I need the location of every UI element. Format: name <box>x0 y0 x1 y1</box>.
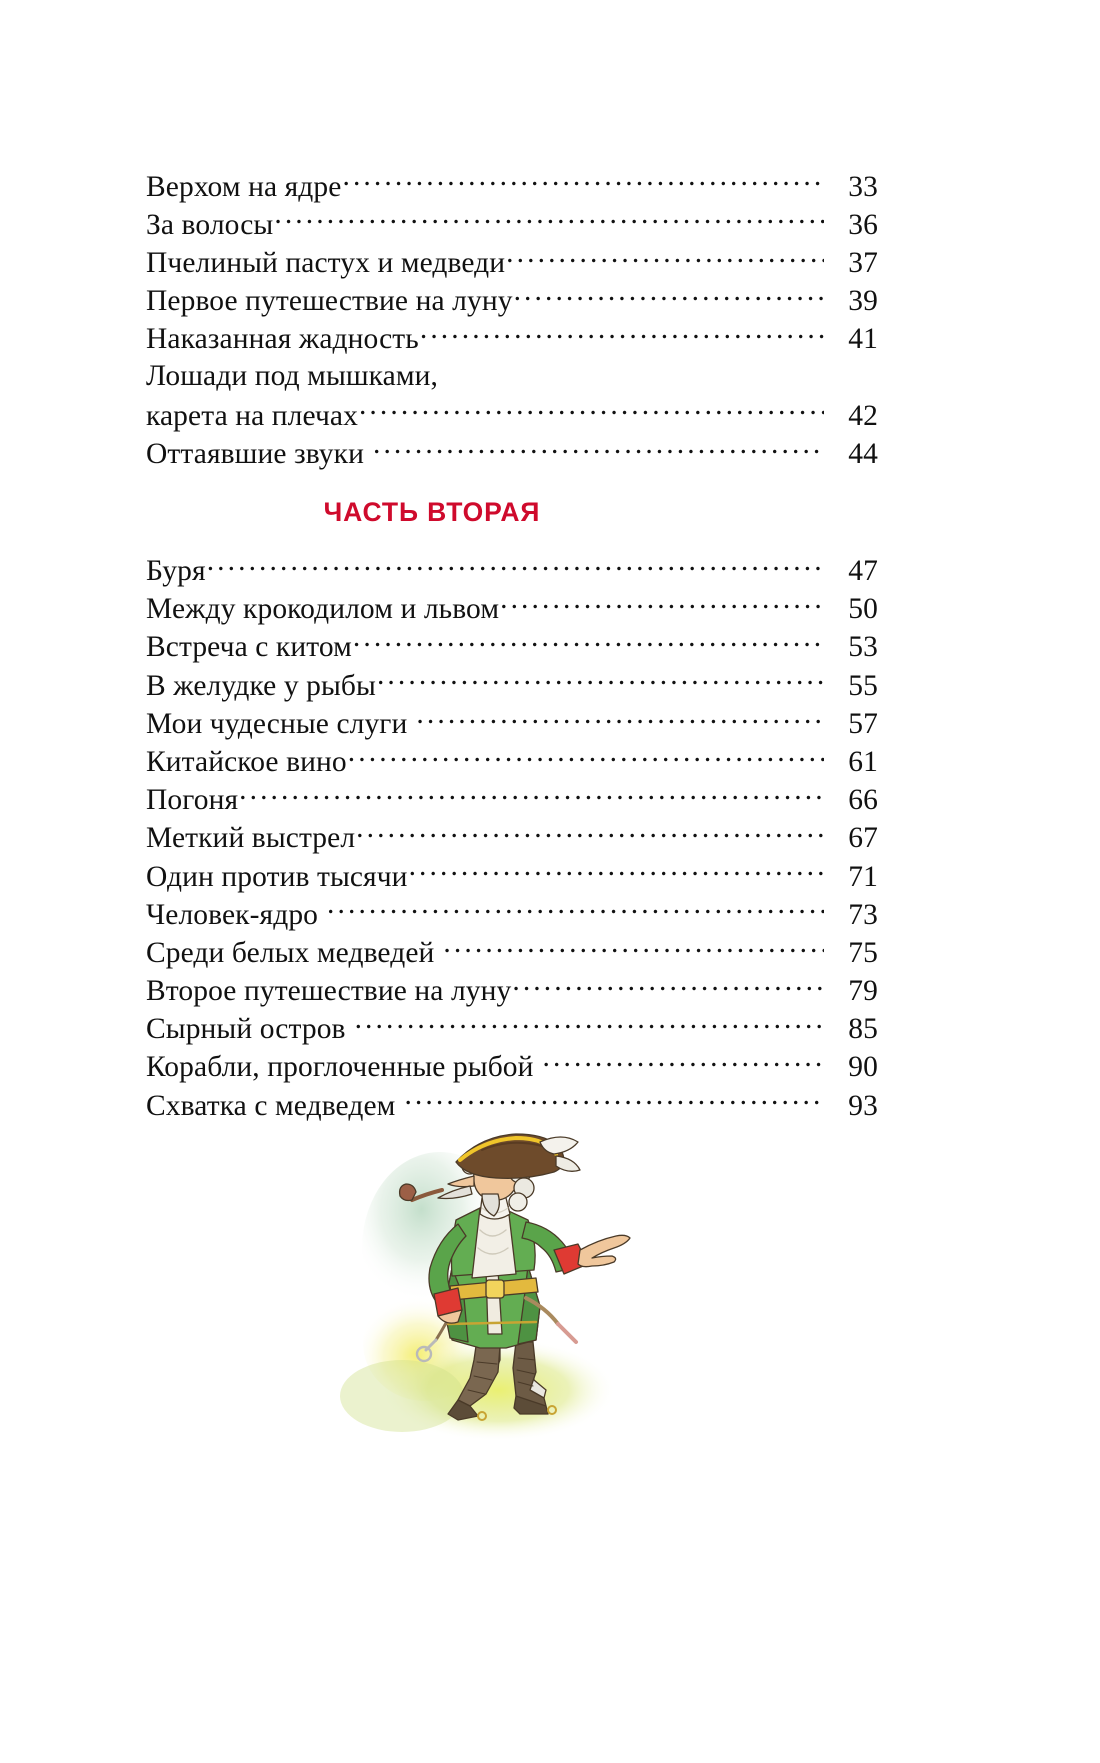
toc-entry[interactable] <box>146 665 878 703</box>
toc-leader-dots <box>353 627 824 657</box>
toc-leader-dots <box>359 395 824 425</box>
toc-entry-page: 36 <box>848 208 878 241</box>
toc-entry-title: Оттаявшие звуки <box>146 437 364 470</box>
toc-entry-page: 73 <box>848 898 878 931</box>
toc-entry-title: Погоня <box>146 784 239 817</box>
toc-leader-dots <box>356 818 824 848</box>
toc-entry-title: Меткий выстрел <box>146 822 356 855</box>
toc-leader-dots <box>373 433 824 463</box>
toc-entry[interactable] <box>146 780 878 818</box>
baron-munchausen-illustration <box>330 1128 650 1458</box>
toc-entry-page: 61 <box>848 745 878 778</box>
toc-leader-dots <box>348 741 824 771</box>
toc-leader-dots <box>512 971 824 1001</box>
toc-entry-page: 55 <box>848 669 878 702</box>
toc-entry-page: 93 <box>848 1089 878 1122</box>
toc-entry[interactable] <box>146 319 878 357</box>
toc-entry[interactable] <box>146 1085 878 1123</box>
toc-entry-page: 57 <box>848 707 878 740</box>
toc-entry-title: Буря <box>146 555 206 587</box>
toc-leader-dots <box>514 281 824 311</box>
toc-entry-page: 33 <box>848 170 878 203</box>
toc-entry[interactable] <box>146 627 878 665</box>
toc-leader-dots <box>355 1009 824 1039</box>
toc-entry[interactable] <box>146 971 878 1009</box>
toc-entry-title: Человек-ядро <box>146 898 319 931</box>
toc-entry-page: 71 <box>848 860 878 893</box>
toc-entry[interactable] <box>146 818 878 856</box>
toc-entry-page: 39 <box>848 285 878 318</box>
table-of-contents <box>146 166 878 1123</box>
toc-entry-title: За волосы <box>146 208 274 241</box>
toc-leader-dots <box>239 780 824 810</box>
toc-entry-page: 75 <box>848 936 878 969</box>
toc-entry-page: 47 <box>848 555 878 587</box>
toc-entry[interactable] <box>146 894 878 932</box>
toc-entry[interactable] <box>146 242 878 280</box>
toc-entry[interactable] <box>146 204 878 242</box>
toc-leader-dots <box>404 1085 824 1115</box>
toc-entry-title: Мои чудесные слуги <box>146 707 408 740</box>
toc-entry-title: Схватка с медведем <box>146 1089 396 1122</box>
toc-entry-title: Китайское вино <box>146 745 347 778</box>
toc-entry-title: В желудке у рыбы <box>146 669 376 702</box>
tricorne-hat <box>456 1134 580 1178</box>
toc-entry-title: карета на плечах <box>146 399 358 432</box>
toc-entry-page: 37 <box>848 246 878 279</box>
toc-entry-wrapped-first-line[interactable] <box>146 357 878 395</box>
toc-entry[interactable] <box>146 281 878 319</box>
toc-entry-title: Корабли, проглоченные рыбой <box>146 1051 534 1084</box>
toc-entry[interactable] <box>146 1047 878 1085</box>
toc-entry-page: 53 <box>848 631 878 664</box>
toc-entry[interactable] <box>146 856 878 894</box>
toc-entry[interactable] <box>146 589 878 627</box>
toc-leader-dots <box>327 894 824 924</box>
arm-pointing <box>522 1222 630 1274</box>
toc-entry-page: 90 <box>848 1051 878 1084</box>
toc-entry-title: Между крокодилом и львом <box>146 593 500 626</box>
toc-leader-dots <box>207 551 824 581</box>
toc-entry-title: Наказанная жадность <box>146 323 419 356</box>
toc-entry-title: Пчелиный пастух и медведи <box>146 246 506 279</box>
toc-entry-title: Встреча с китом <box>146 631 352 664</box>
toc-leader-dots <box>543 1047 824 1077</box>
toc-entry[interactable] <box>146 932 878 970</box>
toc-entry-page: 50 <box>848 593 878 626</box>
toc-leader-dots <box>506 242 824 272</box>
toc-entry[interactable] <box>146 703 878 741</box>
toc-entry-page: 44 <box>848 437 878 470</box>
toc-entry[interactable] <box>146 551 878 589</box>
toc-leader-dots <box>500 589 824 619</box>
toc-entry-page: 66 <box>848 784 878 817</box>
toc-entry-title: Второе путешествие на луну <box>146 975 512 1008</box>
toc-entry[interactable] <box>146 166 878 204</box>
toc-entry-page: 67 <box>848 822 878 855</box>
toc-section-part-two <box>146 551 878 1124</box>
toc-leader-dots <box>420 319 824 349</box>
toc-entry-wrapped-second-line[interactable] <box>146 395 878 433</box>
toc-entry[interactable] <box>146 1009 878 1047</box>
toc-section-part-one <box>146 166 878 472</box>
toc-leader-dots <box>342 166 824 196</box>
toc-entry-title: Верхом на ядре <box>146 170 342 203</box>
toc-entry[interactable] <box>146 741 878 779</box>
toc-entry-title: Лошади под мышками, <box>146 359 438 392</box>
part-two-heading: ЧАСТЬ ВТОРАЯ <box>323 496 541 527</box>
toc-entry-page: 41 <box>848 323 878 356</box>
toc-entry-title: Один против тысячи <box>146 860 408 893</box>
toc-leader-dots <box>409 856 824 886</box>
toc-leader-dots <box>377 665 824 695</box>
toc-leader-dots <box>443 932 824 962</box>
toc-entry-title: Среди белых медведей <box>146 936 435 969</box>
toc-entry-page: 85 <box>848 1013 878 1046</box>
toc-entry-title: Первое путешествие на луну <box>146 285 513 318</box>
toc-leader-dots <box>416 703 824 733</box>
toc-entry[interactable] <box>146 433 878 471</box>
toc-entry-page: 79 <box>848 975 878 1008</box>
toc-leader-dots <box>274 204 824 234</box>
toc-entry-title: Сырный остров <box>146 1013 346 1046</box>
toc-entry-page: 42 <box>848 399 878 432</box>
